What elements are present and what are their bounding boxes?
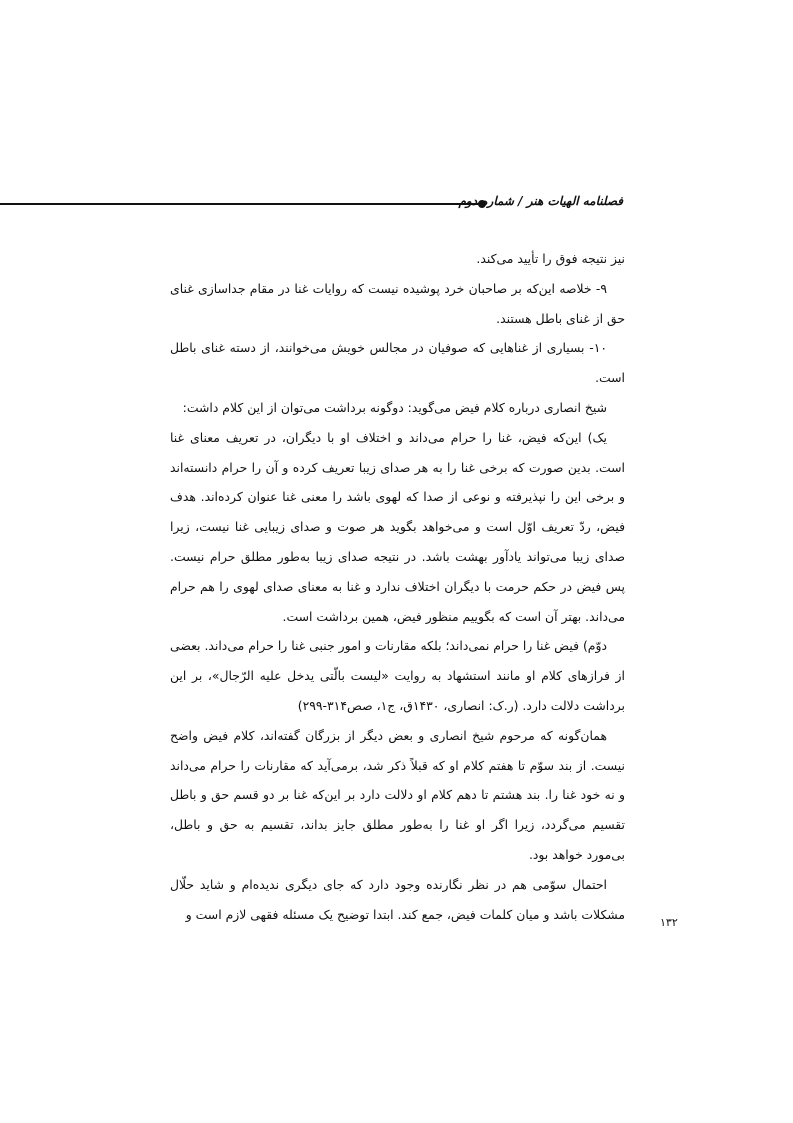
page-number: ۱۳۲	[660, 916, 678, 929]
paragraph: دوّم) فیض غنا را حرام نمی‌داند؛ بلکه مقارنات و امور جنبی غنا را حرام می‌داند. بعضی از فرازهای کلام او مانند استشهاد به روایت «لیست بالّتی یدخل علیه الرّجال»، بر این برداشت دلالت دارد. (ر.ک: انصاری، ۱۴۳۰ق، ج۱، صص۳۱۴-۲۹۹)	[170, 638, 625, 713]
paragraph: شیخ انصاری درباره کلام فیض می‌گوید: دوگونه برداشت می‌توان از این کلام داشت:	[182, 399, 607, 415]
paragraph: همان‌گونه که مرحوم شیخ انصاری و بعض دیگر از بزرگان گفته‌اند، کلام فیض واضح نیست. از بند سوّم تا هفتم کلام او که قبلاً ذکر شد، برمی‌آید که مقارنات را حرام می‌داند و نه خود غنا را. بند هشتم تا دهم کلام او دلالت دارد بر این‌که غنا بر دو قسم حق و باطل تقسیم می‌گردد، زیرا اگر او غنا را به‌طور مطلق جایز بداند، تقسیم به حق و باطل، بی‌مورد خواهد بود.	[170, 727, 625, 862]
journal-title: فصلنامه الهیات هنر / شماره دوم	[458, 194, 623, 208]
paragraph: یک) این‌که فیض، غنا را حرام می‌داند و اختلاف او با دیگران، در تعریف معنای غنا است. بدین صورت که برخی غنا را به هر صدای زیبا تعریف کرده و آن را حرام دانسته‌اند و برخی این را نپذیرفته و نوعی از صدا که لهوی باشد را معنی غنا عنوان کرده‌اند. هدف فیض، ردّ تعریف اوّل است و می‌خواهد بگوید هر صوت و صدای زیبایی غنا نیست، زیرا صدای زیبا می‌تواند یادآور بهشت باشد. در نتیجه صدای زیبا به‌طور مطلق حرام نیست. پس فیض در حکم حرمت با دیگران اختلاف ندارد و غنا به معنای صدای لهوی را هم حرام می‌داند. بهتر آن است که بگوییم منظور فیض، همین برداشت است.	[170, 429, 625, 624]
paragraph: ۱۰- بسیاری از غناهایی که صوفیان در مجالس خویش می‌خوانند، از دسته غنای باطل است.	[170, 340, 625, 386]
running-header	[0, 192, 793, 216]
paragraph: ۹- خلاصه این‌که بر صاحبان خرد پوشیده نیست که روایات غنا در مقام جداسازی غنای حق از غنای باطل هستند.	[170, 280, 625, 326]
header-rule	[0, 203, 482, 205]
paragraph: احتمال سوّمی هم در نظر نگارنده وجود دارد که جای دیگری ندیده‌ام و شاید حلّال مشکلات باشد و میان کلمات فیض، جمع کند. ابتدا توضیح یک مسئله فقهی لازم است و	[170, 876, 625, 922]
article-body	[170, 244, 625, 929]
paragraph: نیز نتیجه فوق را تأیید می‌کند.	[476, 251, 625, 266]
